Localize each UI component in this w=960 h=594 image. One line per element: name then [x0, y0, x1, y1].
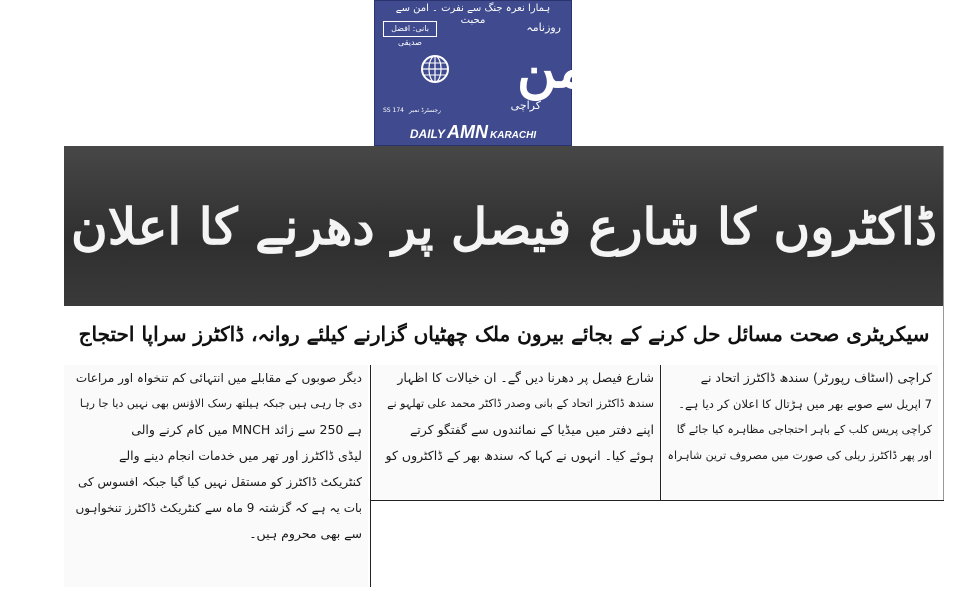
amn-logo [397, 35, 603, 101]
headline: ڈاکٹروں کا شارع فیصل پر دھرنے کا اعلان [71, 196, 937, 256]
masthead-english-title [375, 121, 571, 143]
article-column-3 [64, 365, 368, 587]
column-line: سندھ ڈاکٹرز اتحاد کے بانی وصدر ڈاکٹر محمد علی تھلہو نے [387, 397, 654, 410]
headline-banner [64, 146, 944, 306]
subheadline: سیکریٹری صحت مسائل حل کرنے کے بجائے بیرون ملک چھٹیاں گزارنے کیلئے روانہ، ڈاکٹرز سراپا احتجاج [78, 322, 930, 346]
masthead-slogan: ہمارا نعرہ جنگ سے نفرت ۔ امن سے محبت [395, 3, 551, 26]
masthead-city: کراچی [510, 99, 541, 112]
column-line: ہے 250 سے زائد MNCH میں کام کرنے والی [131, 422, 362, 437]
globe-icon [422, 56, 448, 82]
column-line: کراچی پریس کلب کے باہر احتجاجی مظاہرہ کیا جائے گا [676, 423, 932, 436]
masthead-registration-label: رجسٹرڈ نمبر [409, 107, 441, 114]
clipping-edge [943, 146, 944, 500]
column-line: کنٹریکٹ ڈاکٹرز کو مستقل نہیں کیا گیا جبکہ افسوس کی [77, 475, 362, 489]
column-line: بات یہ ہے کہ گزشتہ 9 ماہ سے کنٹریکٹ ڈاکٹرز تنخواہوں [75, 501, 362, 515]
masthead-english-city: KARACHI [490, 130, 537, 141]
column-line: ہوئے کیا۔ انہوں نے کہا کہ سندھ بھر کے ڈاکٹروں کو [385, 448, 654, 463]
column-bottom-rule [370, 500, 944, 501]
column-divider [660, 365, 661, 500]
column-line: دیگر صوبوں کے مقابلے میں انتہائی کم تنخواہ اور مراعات [75, 371, 362, 385]
masthead-editor-box: بانی: افضل صدیقی [383, 21, 437, 37]
column-line: سے بھی محروم ہیں۔ [249, 526, 362, 541]
column-divider [370, 365, 371, 587]
logo-word: امن [517, 36, 603, 100]
column-line: اور پھر ڈاکٹرز ریلی کی صورت میں مصروف ترین شاہراہ [667, 449, 932, 462]
column-line: کراچی (اسٹاف رپورٹر) سندھ ڈاکٹرز اتحاد نے [700, 370, 932, 385]
masthead-registration-number: SS 174 [383, 107, 404, 114]
masthead-english-amn: AMN [447, 122, 488, 142]
column-line: اپنے دفتر میں میڈیا کے نمائندوں سے گفتگو کرتے [409, 422, 654, 437]
article-column-1 [662, 365, 938, 500]
masthead-daily-label: روزنامہ [526, 21, 561, 34]
newspaper-masthead [374, 0, 603, 146]
article-column-2 [372, 365, 660, 500]
column-line: شارع فیصل پر دھرنا دیں گے۔ ان خیالات کا اظہار [397, 370, 654, 385]
column-line: 7 اپریل سے صوبے بھر میں ہڑتال کا اعلان کر دیا ہے۔ [678, 397, 932, 411]
masthead-english-daily: DAILY [409, 127, 445, 141]
column-line: دی جا رہی ہیں جبکہ ہیلتھ رسک الاؤنس بھی نہیں دیا جا رہا [79, 397, 362, 410]
column-line: لیڈی ڈاکٹرز اور تھر میں خدمات انجام دینے والے [119, 448, 362, 463]
